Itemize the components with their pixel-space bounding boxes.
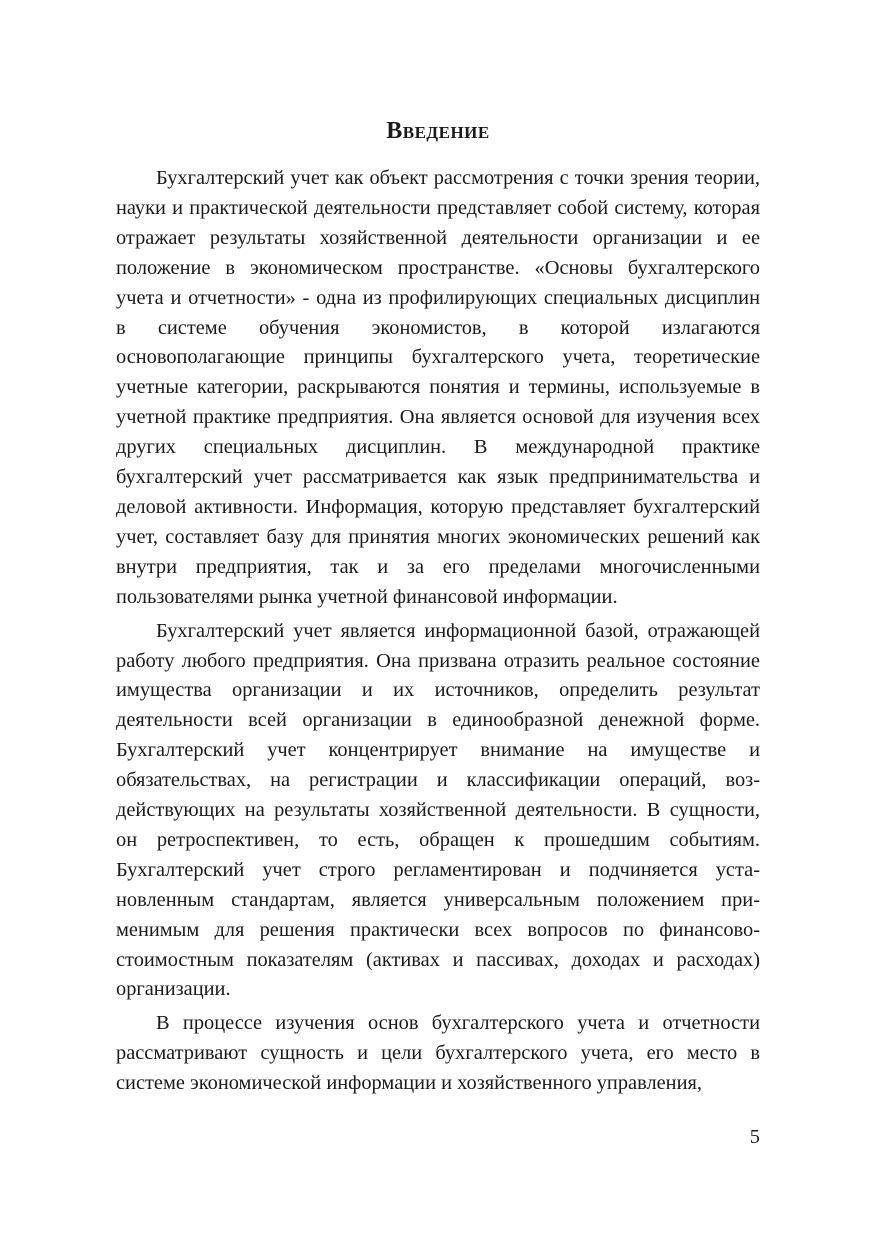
paragraph-2: Бухгалтерский учет является информационной базой, отражающей работу любого предприятия. Она призвана отразить реальное состояние имущества организации и их источников, определить результат деятельности всей организации в единообразной денежной форме. Бухгалтерский учет концентрирует внимание на имуществе и обязательствах, на регистрации и классификации операций, воздействующих на результаты хозяйственной деятельности. В сущности, он ретроспективен, то есть, обращен к прошедшим событиям. Бухгалтерский учет строго регламентирован и подчиняется установленным стандартам, является универсальным положением применимым для решения практически всех вопросов по финансово-стоимостным показателям (активах и пассивах, доходах и расходах) организации. (116, 619, 760, 1001)
section-title: Введение (386, 118, 490, 144)
paragraph-1: Бухгалтерский учет как объект рассмотрения с точки зрения теории, науки и практической деятельности представляет собой систему, которая отражает результаты хозяйственной деятельности организации и ее положение в экономическом пространстве. «Основы бухгалтерского учета и отчетности» - одна из профилирующих специальных дисциплин в системе обучения экономистов, в которой излагаются основополагающие принципы бухгалтерского учета, теоретические учетные категории, раскрываются понятия и термины, используемые в учетной практике предприятия. Она является основой для изучения всех других специальных дисциплин. В международной практике бухгалтерский учет рассматривается как язык предпринимательства и деловой активности. Информация, которую представляет бухгалтерский учет, составляет базу для принятия многих экономических решений как внутри предприятия, так и за его пределами многочисленными пользователями рынка учетной финансовой информации. (116, 167, 760, 608)
paragraph-3: В процессе изучения основ бухгалтерского учета и отчетности рассматривают сущность и цели бухгалтерского учета, его место в системе экономической информации и хозяйственного управления, (116, 1012, 760, 1095)
page-number: 5 (749, 1126, 760, 1148)
page-content (116, 112, 760, 1103)
